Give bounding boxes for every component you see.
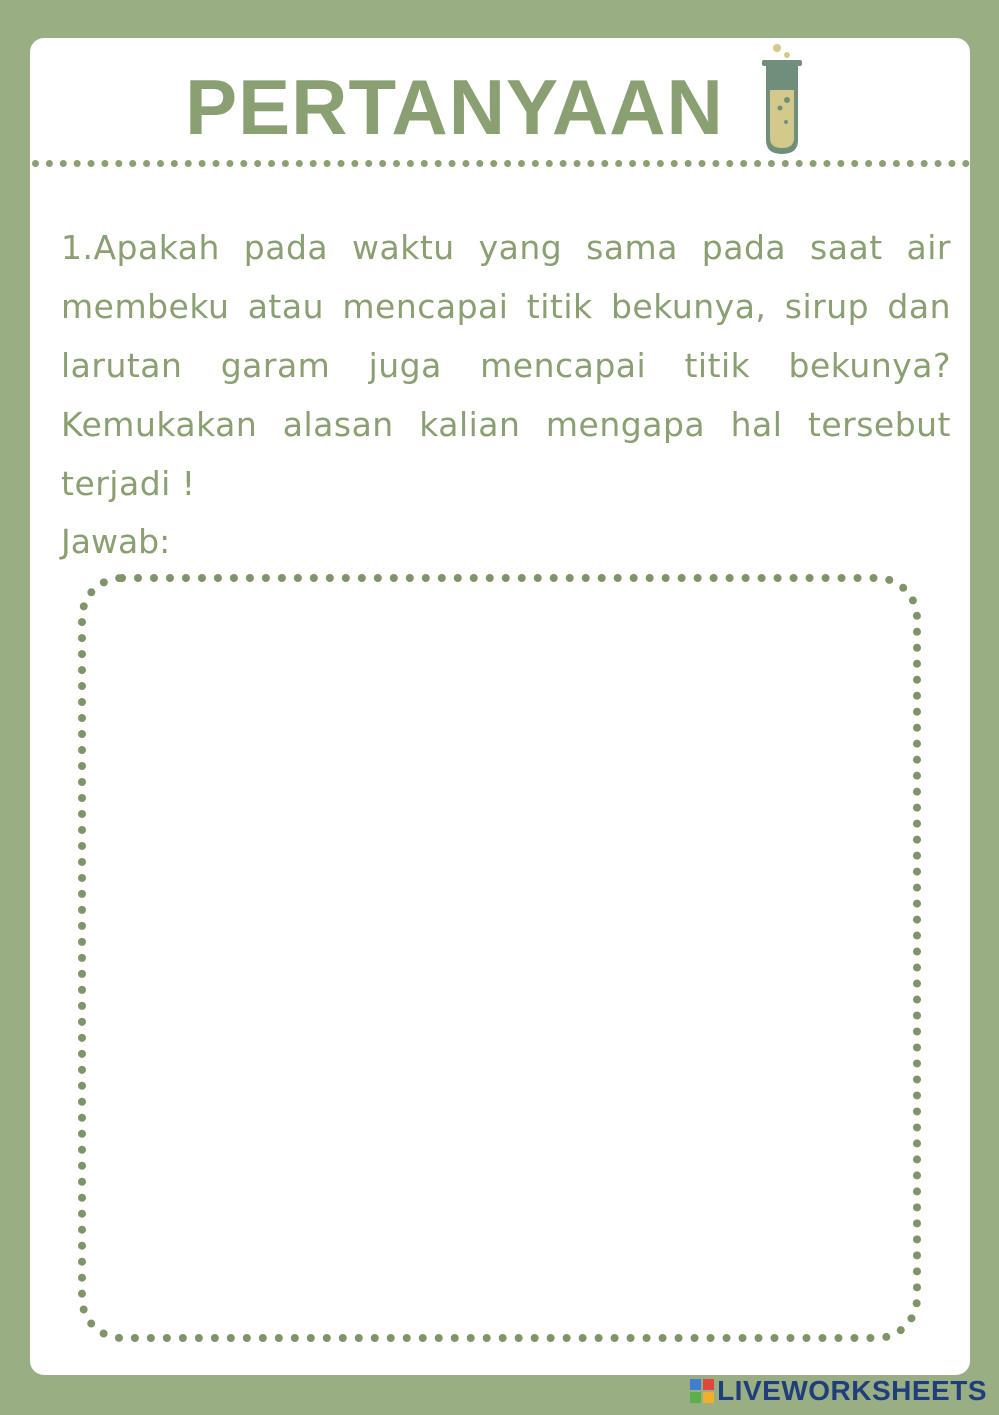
header-divider xyxy=(32,160,970,167)
liveworksheets-watermark xyxy=(690,1375,987,1407)
question-text: 1.Apakah pada waktu yang sama pada saat air membeku atau mencapai titik bekunya, sirup dan larutan garam juga mencapai titik bekunya? Kemukakan alasan kalian mengapa hal tersebut terjadi ! xyxy=(61,228,951,503)
test-tube-icon xyxy=(752,40,812,160)
answer-input-box[interactable] xyxy=(78,574,921,1342)
answer-label: Jawab: xyxy=(61,522,171,561)
page-title: PERTANYAAN xyxy=(185,63,724,151)
liveworksheets-logo-icon xyxy=(690,1379,714,1403)
watermark-text: LIVEWORKSHEETS xyxy=(717,1375,987,1406)
